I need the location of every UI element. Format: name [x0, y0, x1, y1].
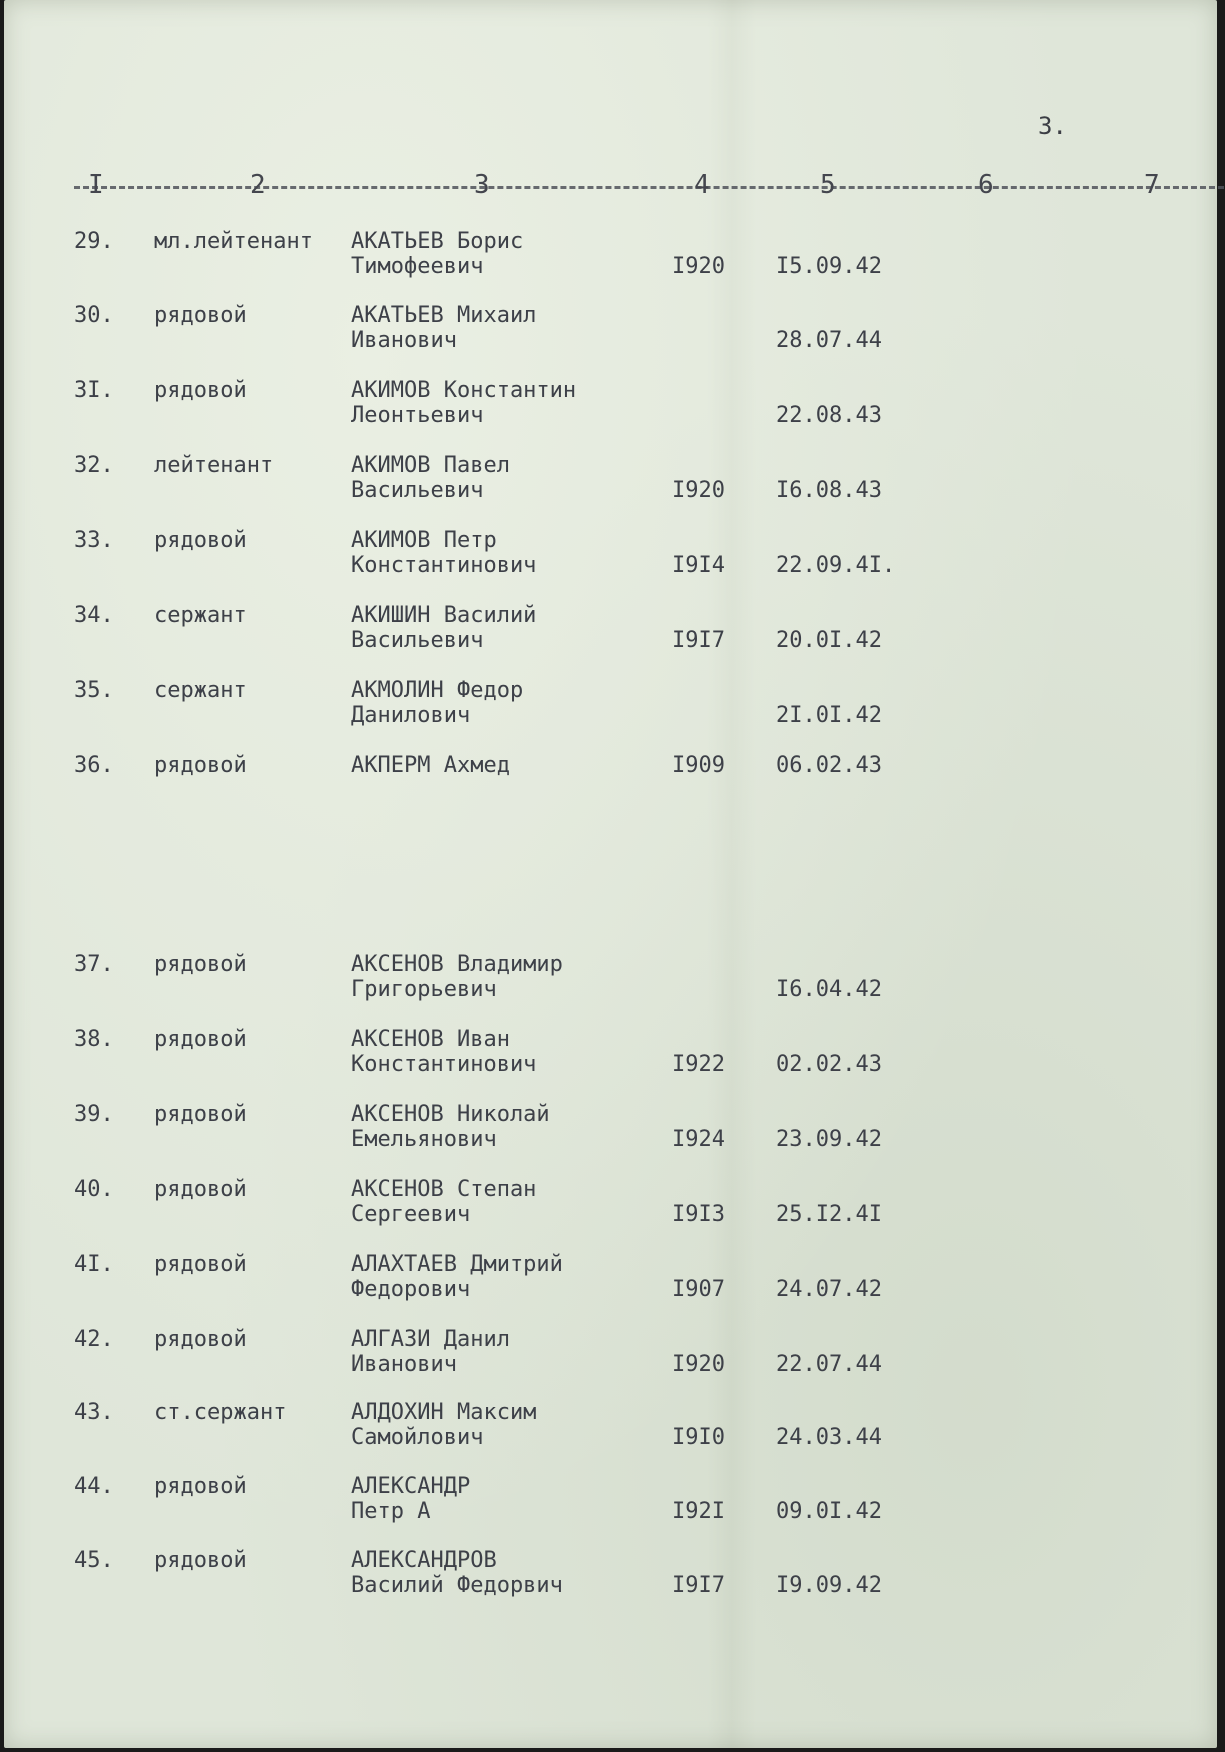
- list-item: [4, 1474, 1217, 1544]
- entry-surname-name: АЛДОХИН Максим: [351, 1400, 537, 1425]
- entry-rank: рядовой: [154, 378, 247, 403]
- entry-patronymic: Емельянович: [351, 1127, 497, 1152]
- entry-surname-name: АКАТЬЕВ Борис: [351, 229, 524, 254]
- column-header-row: [74, 170, 1224, 210]
- entry-rank: сержант: [154, 678, 247, 703]
- entry-surname-name: АКПЕРМ Ахмед: [351, 753, 510, 778]
- list-item: [4, 229, 1217, 299]
- entry-birth-year: I92I: [672, 1499, 725, 1524]
- entry-patronymic: Петр А: [351, 1499, 431, 1524]
- entry-rank: рядовой: [154, 1327, 247, 1352]
- entry-number: 40.: [74, 1177, 114, 1202]
- entry-surname-name: АКИМОВ Павел: [351, 453, 510, 478]
- entry-number: 44.: [74, 1474, 114, 1499]
- document-page: [4, 0, 1217, 1748]
- entry-rank: ст.сержант: [154, 1400, 287, 1425]
- entry-date: 22.08.43: [776, 403, 882, 428]
- list-item: [4, 528, 1217, 598]
- entry-patronymic: Сергеевич: [351, 1202, 471, 1227]
- entry-patronymic: Данилович: [351, 703, 471, 728]
- entry-birth-year: I909: [672, 753, 725, 778]
- entry-patronymic: Василий Федорвич: [351, 1573, 563, 1598]
- list-item: [4, 1252, 1217, 1322]
- entry-patronymic: Григорьевич: [351, 977, 497, 1002]
- entry-number: 45.: [74, 1548, 114, 1573]
- entry-rank: сержант: [154, 603, 247, 628]
- list-item: [4, 1327, 1217, 1397]
- entry-birth-year: I920: [672, 1352, 725, 1377]
- entry-patronymic: Федорович: [351, 1277, 471, 1302]
- entry-birth-year: I9I3: [672, 1202, 725, 1227]
- entry-rank: рядовой: [154, 1252, 247, 1277]
- entry-date: I5.09.42: [776, 254, 882, 279]
- entry-date: 02.02.43: [776, 1052, 882, 1077]
- entry-date: 23.09.42: [776, 1127, 882, 1152]
- column-number-6: 6: [978, 170, 994, 200]
- entry-date: 28.07.44: [776, 328, 882, 353]
- entry-rank: рядовой: [154, 753, 247, 778]
- entry-date: I9.09.42: [776, 1573, 882, 1598]
- entry-patronymic: Константинович: [351, 553, 537, 578]
- entry-patronymic: Васильевич: [351, 478, 484, 503]
- list-item: [4, 603, 1217, 673]
- entry-surname-name: АКИМОВ Константин: [351, 378, 577, 403]
- entry-number: 37.: [74, 952, 114, 977]
- entry-birth-year: I9I7: [672, 628, 725, 653]
- list-item: [4, 678, 1217, 748]
- entry-birth-year: I9I0: [672, 1425, 725, 1450]
- entry-patronymic: Самойлович: [351, 1425, 484, 1450]
- entry-rank: рядовой: [154, 1548, 247, 1573]
- entry-date: 2I.0I.42: [776, 703, 882, 728]
- entry-number: 38.: [74, 1027, 114, 1052]
- entry-number: 34.: [74, 603, 114, 628]
- entry-surname-name: АКСЕНОВ Николай: [351, 1102, 550, 1127]
- entry-date: 09.0I.42: [776, 1499, 882, 1524]
- list-item: [4, 1177, 1217, 1247]
- entry-number: 43.: [74, 1400, 114, 1425]
- list-item: [4, 1027, 1217, 1097]
- list-item: [4, 952, 1217, 1022]
- entry-rank: рядовой: [154, 1027, 247, 1052]
- entry-rank: мл.лейтенант: [154, 229, 313, 254]
- entry-number: 42.: [74, 1327, 114, 1352]
- entry-birth-year: I9I7: [672, 1573, 725, 1598]
- entry-number: 33.: [74, 528, 114, 553]
- column-number-7: 7: [1144, 170, 1160, 200]
- entry-date: 24.03.44: [776, 1425, 882, 1450]
- entry-surname-name: АЛЕКСАНДРОВ: [351, 1548, 497, 1573]
- entry-rank: рядовой: [154, 1474, 247, 1499]
- entry-number: 36.: [74, 753, 114, 778]
- entry-surname-name: АЛАХТАЕВ Дмитрий: [351, 1252, 563, 1277]
- column-number-4: 4: [694, 170, 710, 200]
- column-number-3: 3: [474, 170, 490, 200]
- entry-patronymic: Тимофеевич: [351, 254, 484, 279]
- list-item: [4, 753, 1217, 823]
- list-item: [4, 378, 1217, 448]
- entry-date: 22.07.44: [776, 1352, 882, 1377]
- entry-surname-name: АКАТЬЕВ Михаил: [351, 303, 537, 328]
- entry-number: 32.: [74, 453, 114, 478]
- column-number-2: 2: [250, 170, 266, 200]
- entry-rank: рядовой: [154, 528, 247, 553]
- list-item: [4, 1102, 1217, 1172]
- entry-date: 24.07.42: [776, 1277, 882, 1302]
- entry-surname-name: АКСЕНОВ Иван: [351, 1027, 510, 1052]
- entry-rank: рядовой: [154, 303, 247, 328]
- entry-date: 22.09.4I.: [776, 553, 896, 578]
- entry-surname-name: АЛЕКСАНДР: [351, 1474, 471, 1499]
- page-number: 3.: [1038, 112, 1067, 140]
- entry-rank: рядовой: [154, 952, 247, 977]
- entry-number: 30.: [74, 303, 114, 328]
- entry-surname-name: АКИШИН Василий: [351, 603, 537, 628]
- entry-patronymic: Леонтьевич: [351, 403, 484, 428]
- entry-date: I6.08.43: [776, 478, 882, 503]
- entry-date: 25.I2.4I: [776, 1202, 882, 1227]
- entry-surname-name: АКСЕНОВ Владимир: [351, 952, 563, 977]
- entry-birth-year: I920: [672, 478, 725, 503]
- entry-rank: рядовой: [154, 1177, 247, 1202]
- entry-date: 06.02.43: [776, 753, 882, 778]
- entry-patronymic: Иванович: [351, 328, 457, 353]
- entry-date: I6.04.42: [776, 977, 882, 1002]
- entry-patronymic: Константинович: [351, 1052, 537, 1077]
- entry-number: 35.: [74, 678, 114, 703]
- list-item: [4, 303, 1217, 373]
- entry-surname-name: АКСЕНОВ Степан: [351, 1177, 537, 1202]
- entry-number: 39.: [74, 1102, 114, 1127]
- list-item: [4, 453, 1217, 523]
- entry-birth-year: I907: [672, 1277, 725, 1302]
- entry-surname-name: АКМОЛИН Федор: [351, 678, 524, 703]
- entry-surname-name: АЛГАЗИ Данил: [351, 1327, 510, 1352]
- column-number-5: 5: [820, 170, 836, 200]
- column-number-1: I: [88, 170, 104, 200]
- entry-rank: лейтенант: [154, 453, 274, 478]
- list-item: [4, 1400, 1217, 1470]
- entry-rank: рядовой: [154, 1102, 247, 1127]
- entry-birth-year: I922: [672, 1052, 725, 1077]
- entry-surname-name: АКИМОВ Петр: [351, 528, 497, 553]
- entry-patronymic: Иванович: [351, 1352, 457, 1377]
- entry-birth-year: I924: [672, 1127, 725, 1152]
- list-item: [4, 1548, 1217, 1618]
- entry-number: 3I.: [74, 378, 114, 403]
- entry-date: 20.0I.42: [776, 628, 882, 653]
- entry-birth-year: I920: [672, 254, 725, 279]
- entry-number: 4I.: [74, 1252, 114, 1277]
- entry-birth-year: I9I4: [672, 553, 725, 578]
- entry-patronymic: Васильевич: [351, 628, 484, 653]
- entry-number: 29.: [74, 229, 114, 254]
